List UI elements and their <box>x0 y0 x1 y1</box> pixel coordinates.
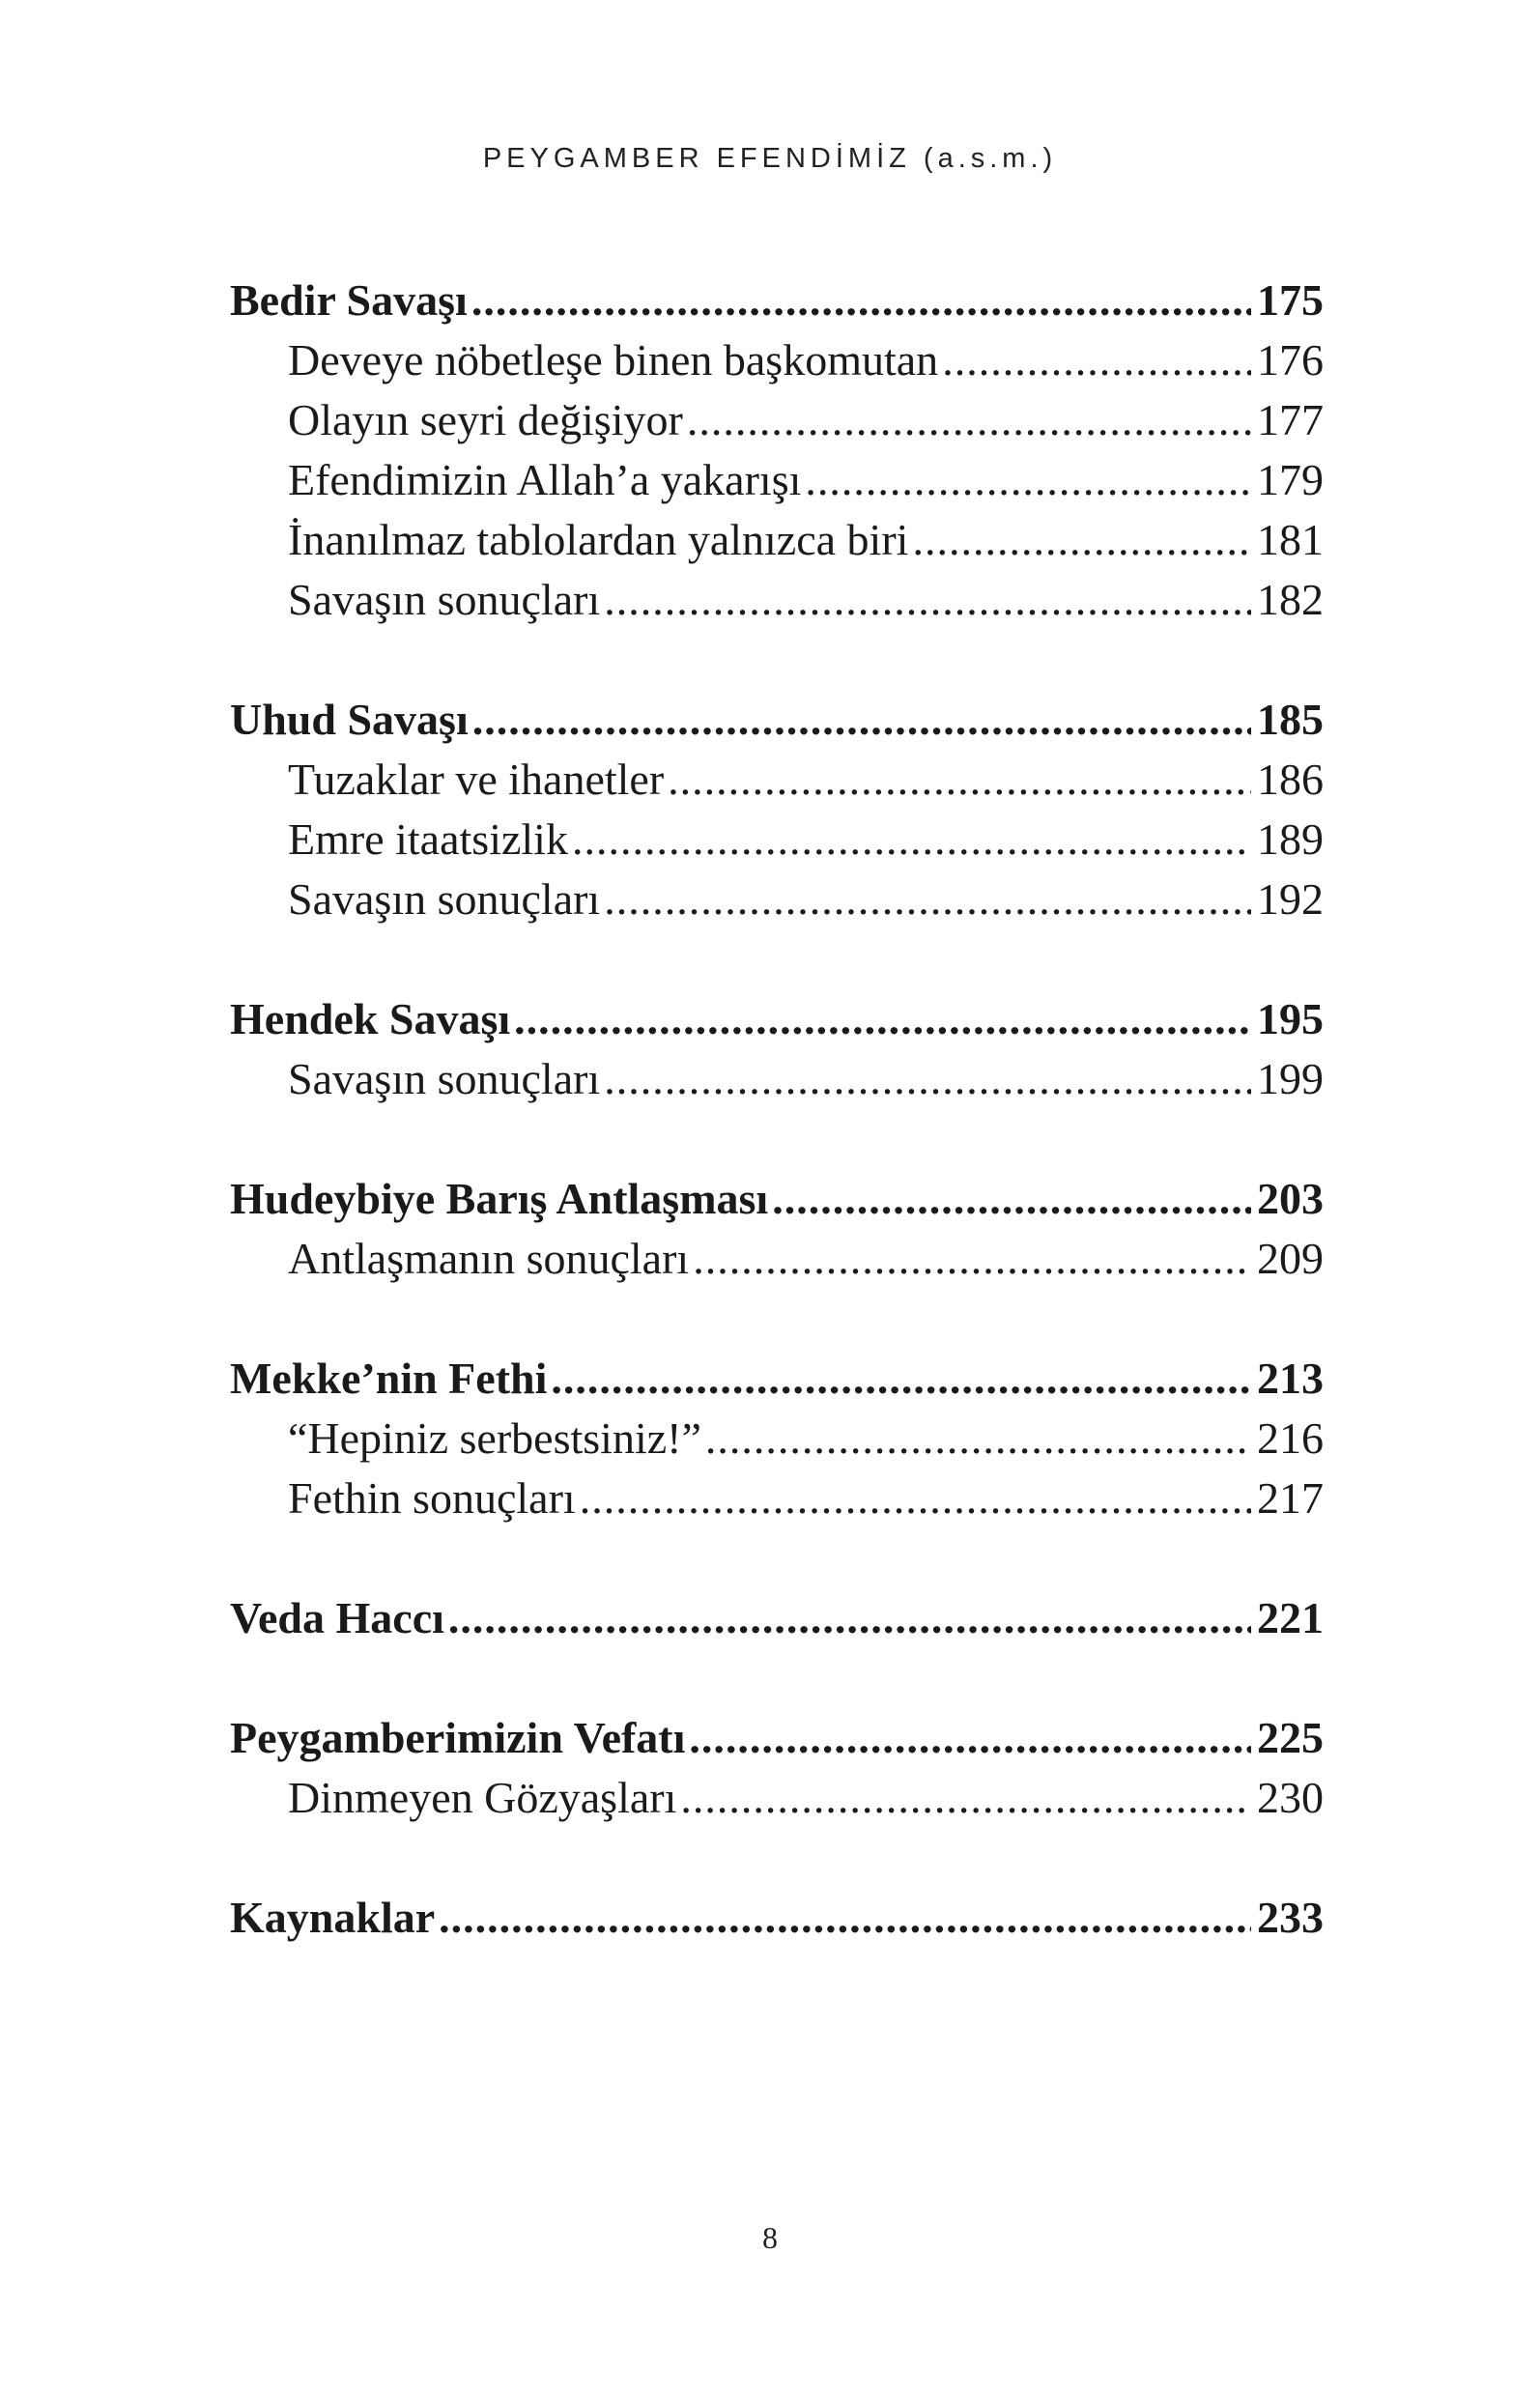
toc-subentry-title: Efendimizin Allah’a yakarışı <box>288 455 802 504</box>
dot-leader <box>551 1349 1251 1409</box>
toc-subentry[interactable] <box>230 1229 1324 1289</box>
toc-page-number: 230 <box>1257 1773 1324 1822</box>
toc-section-entry[interactable] <box>230 690 1324 750</box>
dot-leader <box>705 1409 1251 1469</box>
toc-page-number: 181 <box>1257 515 1324 564</box>
toc-subentry-title: Savaşın sonuçları <box>288 874 601 924</box>
toc-subentry[interactable] <box>230 1049 1324 1109</box>
toc-page-number: 203 <box>1257 1174 1324 1223</box>
toc-subentry-title: “Hepiniz serbestsiniz!” <box>288 1413 701 1463</box>
toc-page-number: 199 <box>1257 1054 1324 1103</box>
toc-section-entry[interactable] <box>230 271 1324 330</box>
toc-subentry-title: Savaşın sonuçları <box>288 575 601 624</box>
section-spacer <box>230 1109 1324 1169</box>
dot-leader <box>604 1049 1251 1109</box>
toc-section-entry[interactable] <box>230 1588 1324 1648</box>
toc-subentry-title: Savaşın sonuçları <box>288 1054 601 1103</box>
toc-section-title: Bedir Savaşı <box>230 275 468 325</box>
toc-subentry-title: İnanılmaz tablolardan yalnızca biri <box>288 515 909 564</box>
toc-section-entry[interactable] <box>230 1888 1324 1948</box>
toc-page-number: 175 <box>1257 275 1324 325</box>
toc-subentry[interactable] <box>230 330 1324 390</box>
section-spacer <box>230 1528 1324 1588</box>
toc-page-number: 195 <box>1257 994 1324 1043</box>
dot-leader <box>572 810 1251 870</box>
toc-subentry[interactable] <box>230 870 1324 929</box>
toc-subentry-title: Dinmeyen Gözyaşları <box>288 1773 677 1822</box>
toc-section-title: Uhud Savaşı <box>230 695 469 744</box>
toc-section-title: Mekke’nin Fethi <box>230 1354 548 1403</box>
toc-subentry-title: Fethin sonuçları <box>288 1473 576 1523</box>
toc-page-number: 179 <box>1257 455 1324 504</box>
toc-page-number: 225 <box>1257 1713 1324 1762</box>
toc-subentry[interactable] <box>230 750 1324 810</box>
toc-subentry-title: Tuzaklar ve ihanetler <box>288 755 665 804</box>
toc-page-number: 213 <box>1257 1354 1324 1403</box>
page-number: 8 <box>762 2220 778 2255</box>
toc-subentry[interactable] <box>230 390 1324 450</box>
toc-page-number: 192 <box>1257 874 1324 924</box>
toc-subentry-title: Emre itaatsizlik <box>288 814 568 864</box>
toc-page-number: 176 <box>1257 335 1324 385</box>
dot-leader <box>687 390 1251 450</box>
dot-leader <box>472 690 1251 750</box>
toc-subentry[interactable] <box>230 1768 1324 1828</box>
toc-page-number: 216 <box>1257 1413 1324 1463</box>
toc-page-number: 186 <box>1257 755 1324 804</box>
toc-section-title: Kaynaklar <box>230 1893 436 1942</box>
toc-section-entry[interactable] <box>230 1708 1324 1768</box>
dot-leader <box>668 750 1251 810</box>
toc-page-number: 209 <box>1257 1234 1324 1283</box>
toc-subentry[interactable] <box>230 450 1324 510</box>
toc-page-number: 189 <box>1257 814 1324 864</box>
running-header: PEYGAMBER EFENDİMİZ (a.s.m.) <box>482 143 1058 174</box>
section-spacer <box>230 1648 1324 1708</box>
toc-page-number: 182 <box>1257 575 1324 624</box>
toc-page-number: 221 <box>1257 1593 1324 1642</box>
dot-leader <box>805 450 1251 510</box>
dot-leader <box>604 570 1251 630</box>
dot-leader <box>604 870 1251 929</box>
toc-subentry-title: Deveye nöbetleşe binen başkomutan <box>288 335 939 385</box>
dot-leader <box>912 510 1251 570</box>
dot-leader <box>471 271 1251 330</box>
dot-leader <box>680 1768 1251 1828</box>
toc-section-title: Peygamberimizin Vefatı <box>230 1713 686 1762</box>
section-spacer <box>230 1828 1324 1888</box>
toc-section-title: Hendek Savaşı <box>230 994 511 1043</box>
toc-section-entry[interactable] <box>230 989 1324 1049</box>
section-spacer <box>230 929 1324 989</box>
dot-leader <box>439 1888 1251 1948</box>
toc-subentry-title: Olayın seyri değişiyor <box>288 395 683 444</box>
toc-page-number: 185 <box>1257 695 1324 744</box>
toc-subentry[interactable] <box>230 570 1324 630</box>
toc-page-number: 177 <box>1257 395 1324 444</box>
toc-page-number: 233 <box>1257 1893 1324 1942</box>
dot-leader <box>693 1229 1251 1289</box>
toc-section-entry[interactable] <box>230 1349 1324 1409</box>
dot-leader <box>689 1708 1251 1768</box>
toc-section-title: Veda Haccı <box>230 1593 444 1642</box>
dot-leader <box>580 1469 1251 1528</box>
toc-subentry-title: Antlaşmanın sonuçları <box>288 1234 690 1283</box>
toc-subentry[interactable] <box>230 1469 1324 1528</box>
section-spacer <box>230 1289 1324 1349</box>
toc-subentry[interactable] <box>230 810 1324 870</box>
toc-page-number: 217 <box>1257 1473 1324 1523</box>
toc-subentry[interactable] <box>230 1409 1324 1469</box>
table-of-contents <box>230 271 1324 1948</box>
dot-leader <box>772 1169 1251 1229</box>
dot-leader <box>448 1588 1251 1648</box>
section-spacer <box>230 630 1324 690</box>
toc-section-title: Hudeybiye Barış Antlaşması <box>230 1174 769 1223</box>
dot-leader <box>942 330 1251 390</box>
toc-subentry[interactable] <box>230 510 1324 570</box>
dot-leader <box>514 989 1251 1049</box>
toc-section-entry[interactable] <box>230 1169 1324 1229</box>
